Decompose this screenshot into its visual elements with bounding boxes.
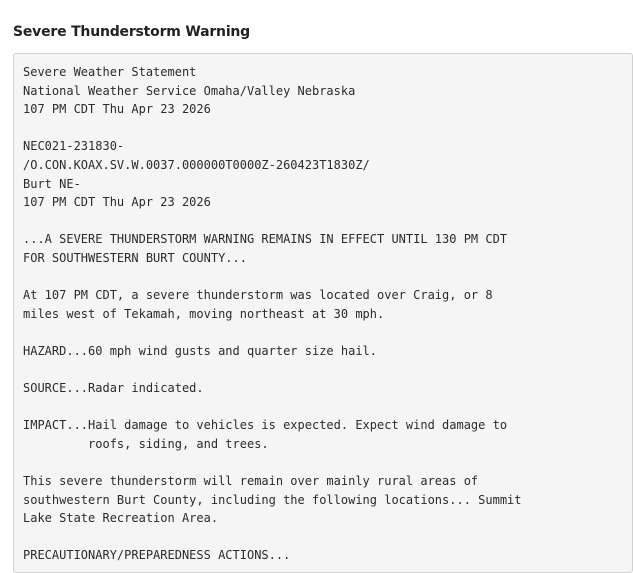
statement-panel — [13, 53, 633, 573]
statement-line: National Weather Service Omaha/Valley Nebraska — [23, 83, 356, 98]
statement-line: 107 PM CDT Thu Apr 23 2026 — [23, 195, 211, 210]
statement-line: HAZARD...60 mph wind gusts and quarter size hail. — [23, 343, 378, 358]
statement-line: /O.CON.KOAX.SV.W.0037.000000T0000Z-260423T1830Z/ — [23, 157, 370, 172]
statement-line: 107 PM CDT Thu Apr 23 2026 — [23, 102, 211, 117]
statement-line: NEC021-231830- — [23, 139, 125, 154]
statement-line: PRECAUTIONARY/PREPAREDNESS ACTIONS... — [23, 548, 291, 563]
statement-line — [23, 528, 522, 547]
statement-line: Lake State Recreation Area. — [23, 511, 219, 526]
statement-line: miles west of Tekamah, moving northeast at 30 mph. — [23, 306, 385, 321]
statement-line: At 107 PM CDT, a severe thunderstorm was located over Craig, or 8 — [23, 288, 493, 303]
statement-line — [23, 453, 522, 472]
statement-line — [23, 361, 522, 380]
statement-line: roofs, siding, and trees. — [23, 436, 269, 451]
statement-line: southwestern Burt County, including the following locations... Summit — [23, 492, 522, 507]
statement-line — [23, 323, 522, 342]
statement-line: This severe thunderstorm will remain over mainly rural areas of — [23, 474, 479, 489]
statement-text — [23, 63, 522, 565]
statement-line: Severe Weather Statement — [23, 65, 197, 79]
statement-line: IMPACT...Hail damage to vehicles is expected. Expect wind damage to — [23, 418, 508, 433]
statement-line — [23, 119, 522, 138]
warning-title: Severe Thunderstorm Warning — [13, 24, 251, 40]
statement-line — [23, 212, 522, 231]
statement-line — [23, 268, 522, 287]
statement-line: ...A SEVERE THUNDERSTORM WARNING REMAINS IN EFFECT UNTIL 130 PM CDT — [23, 232, 508, 247]
statement-line — [23, 398, 522, 417]
statement-line: Burt NE- — [23, 176, 81, 191]
statement-line: SOURCE...Radar indicated. — [23, 381, 204, 396]
statement-line: FOR SOUTHWESTERN BURT COUNTY... — [23, 250, 247, 265]
